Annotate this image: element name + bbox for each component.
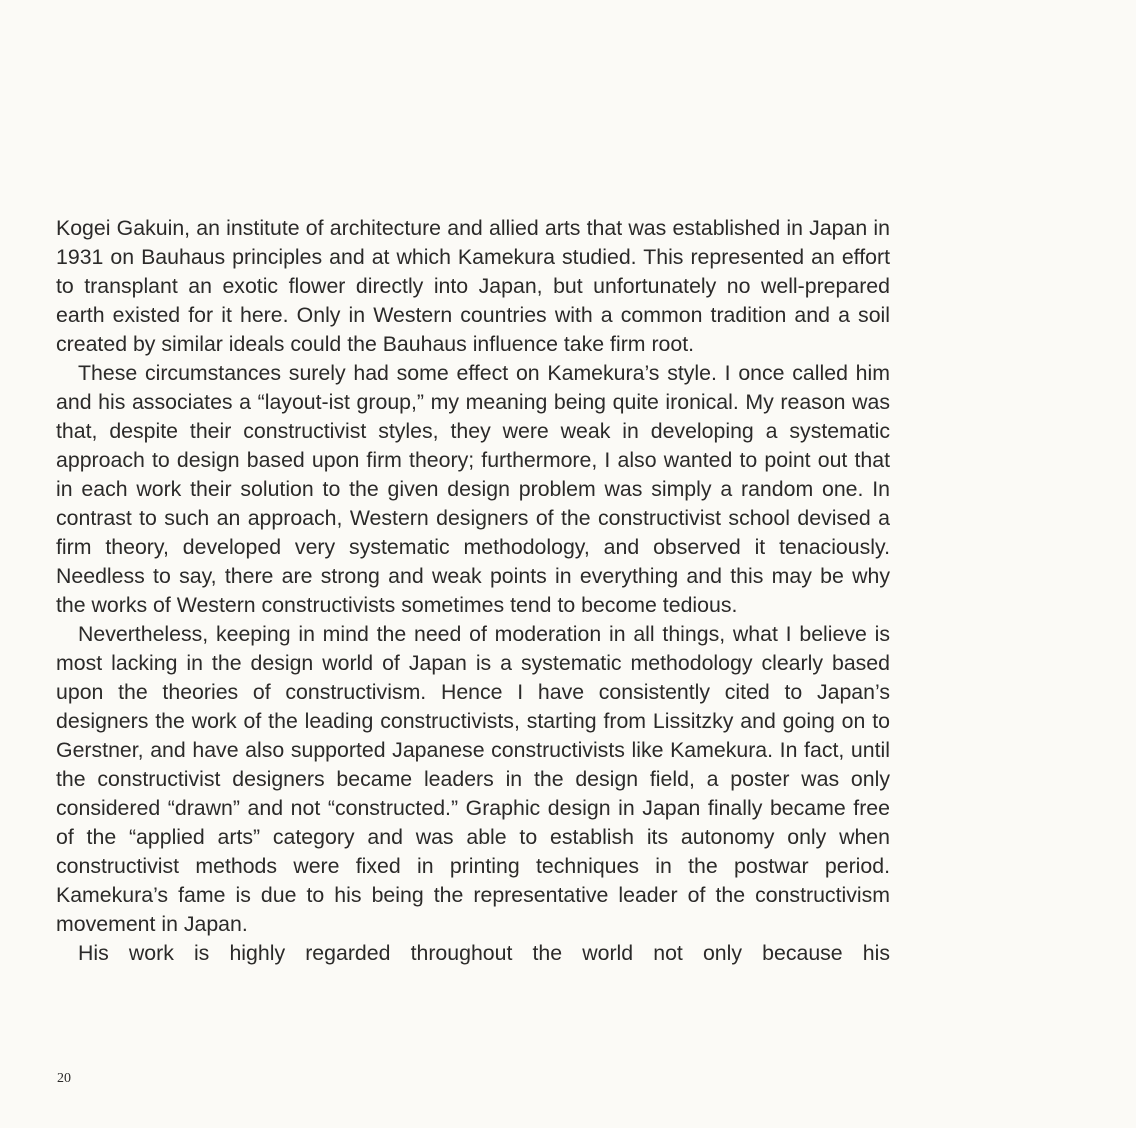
paragraph-1: Kogei Gakuin, an institute of architecture and allied arts that was established in Japan in 1931 on Bauhaus principles and at which Kamekura studied. This represented an effort to transplant an exotic flower directly into Japan, but unfortunately no well-prepared earth existed for it here. Only in Western countries with a common tradition and a soil created by similar ideals could the Bauhaus influence take firm root.	[56, 216, 890, 356]
paragraph-3: Nevertheless, keeping in mind the need of moderation in all things, what I believe is most lacking in the design world of Japan is a systematic methodology clearly based upon the theories of constructivism. Hence I have consistently cited to Japan’s designers the work of the leading constructivists, starting from Lissitzky and going on to Gerstner, and have also supported Japanese constructivists like Kamekura. In fact, until the constructivist designers became leaders in the design field, a poster was only considered “drawn” and not “constructed.” Graphic design in Japan finally became free of the “applied arts” category and was able to establish its autonomy only when constructivist methods were fixed in printing techniques in the postwar period. Kamekura’s fame is due to his being the representative leader of the constructivism movement in Japan.	[56, 622, 890, 936]
paragraph-2: These circumstances surely had some effect on Kamekura’s style. I once called him and his associates a “layout-ist group,” my meaning being quite ironical. My reason was that, despite their constructivist styles, they were weak in developing a systematic approach to design based upon firm theory; furthermore, I also wanted to point out that in each work their solution to the given design problem was simply a random one. In contrast to such an approach, Western designers of the constructivist school devised a firm theory, developed very systematic methodology, and observed it tenaciously. Needless to say, there are strong and weak points in everything and this may be why the works of Western constructivists sometimes tend to become tedious.	[56, 361, 890, 617]
page-number: 20	[57, 1071, 71, 1086]
body-text	[56, 214, 890, 968]
paragraph-4: His work is highly regarded throughout the world not only because his	[78, 941, 890, 965]
